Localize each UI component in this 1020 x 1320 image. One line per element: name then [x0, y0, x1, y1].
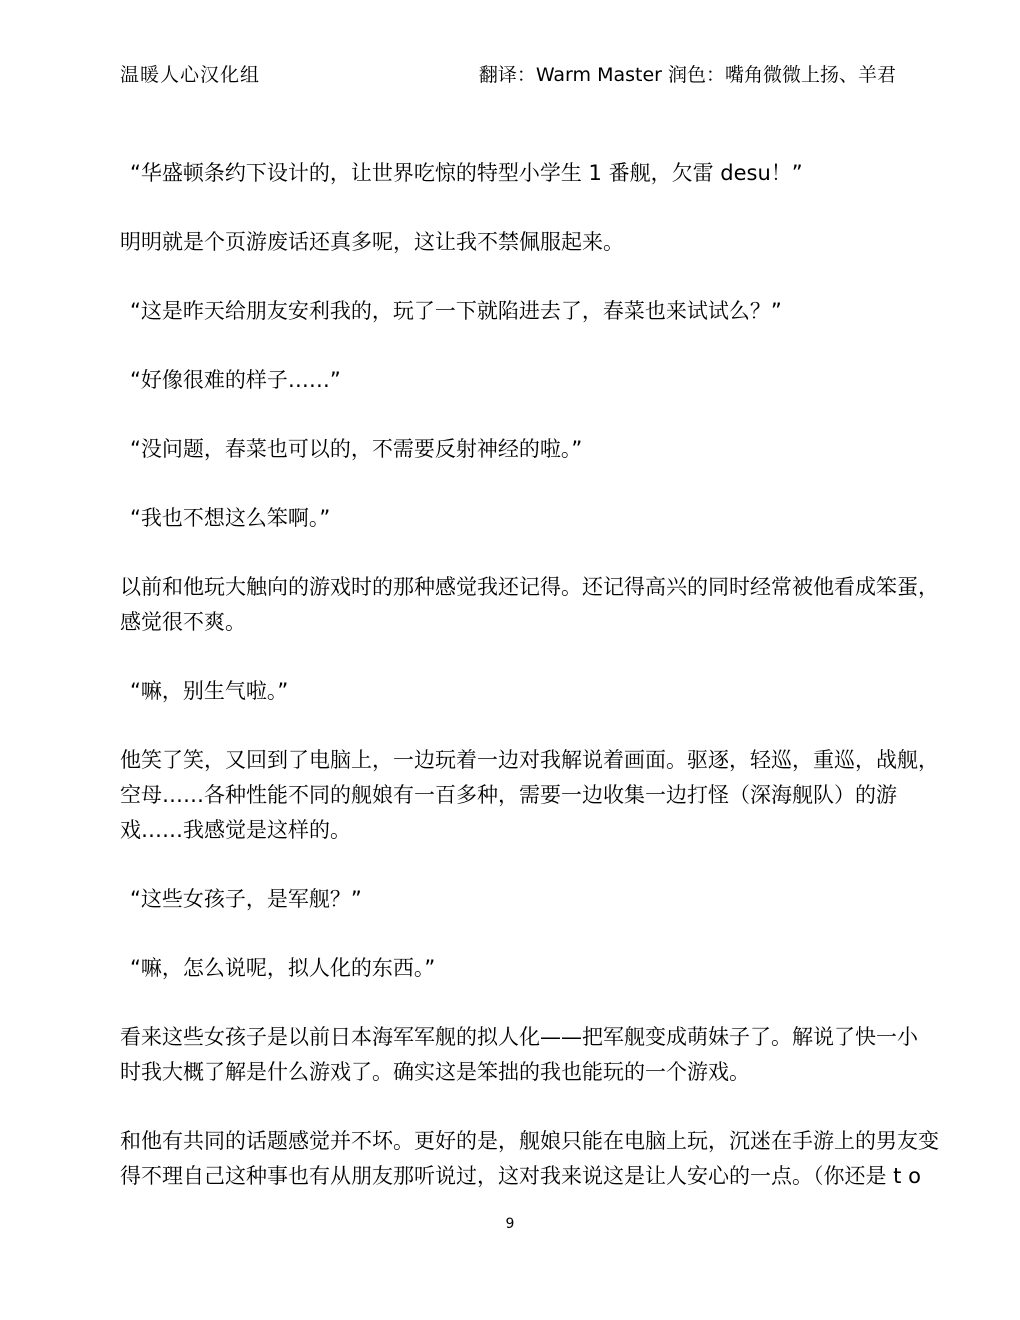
dialogue-paragraph: [120, 294, 910, 329]
paragraph-line: 以前和他玩大触向的游戏时的那种感觉我还记得。还记得高兴的同时经常被他看成笨蛋，: [120, 575, 939, 599]
paragraph-line: 他笑了笑，又回到了电脑上，一边玩着一边对我解说着画面。驱逐，轻巡，重巡，战舰，: [120, 748, 939, 772]
paragraph-line: “这是昨天给朋友安利我的，玩了一下就陷进去了，春菜也来试试么？”: [130, 299, 782, 323]
paragraph-line: “这些女孩子，是军舰？”: [130, 887, 362, 911]
dialogue-paragraph: [120, 156, 910, 191]
dialogue-paragraph: [120, 951, 910, 986]
paragraph-line: 看来这些女孩子是以前日本海军军舰的拟人化——把军舰变成萌妹子了。解说了快一小: [120, 1025, 918, 1049]
header-group-name: 温暖人心汉化组: [120, 64, 261, 86]
narration-paragraph: [120, 743, 939, 848]
narration-paragraph: [120, 570, 939, 640]
paragraph-line: 时我大概了解是什么游戏了。确实这是笨拙的我也能玩的一个游戏。: [120, 1060, 750, 1084]
paragraph-line: “我也不想这么笨啊。”: [130, 506, 331, 530]
paragraph-line: 得不理自己这种事也有从朋友那听说过，这对我来说这是让人安心的一点。（你还是 t o: [120, 1164, 921, 1188]
narration-paragraph: [120, 1124, 939, 1194]
paragraph-line: 戏……我感觉是这样的。: [120, 818, 351, 842]
narration-paragraph: [120, 225, 910, 260]
paragraph-line: “嘛，怎么说呢，拟人化的东西。”: [130, 956, 436, 980]
paragraph-line: “嘛，别生气啦。”: [130, 679, 289, 703]
dialogue-paragraph: [120, 432, 910, 467]
paragraph-line: 明明就是个页游废话还真多呢，这让我不禁佩服起来。: [120, 230, 624, 254]
header-credits: 翻译：Warm Master 润色：嘴角微微上扬、羊君: [478, 64, 896, 86]
paragraph-line: 空母……各种性能不同的舰娘有一百多种，需要一边收集一边打怪（深海舰队）的游: [120, 783, 897, 807]
dialogue-paragraph: [120, 882, 910, 917]
paragraph-line: “没问题，春菜也可以的，不需要反射神经的啦。”: [130, 437, 583, 461]
paragraph-line: 和他有共同的话题感觉并不坏。更好的是，舰娘只能在电脑上玩，沉迷在手游上的男友变: [120, 1129, 939, 1153]
dialogue-paragraph: [120, 674, 910, 709]
page-number: 9: [505, 1216, 515, 1232]
dialogue-paragraph: [120, 363, 910, 398]
dialogue-paragraph: [120, 501, 910, 536]
narration-paragraph: [120, 1020, 918, 1090]
paragraph-line: 感觉很不爽。: [120, 610, 246, 634]
body-text: [120, 156, 939, 1228]
paragraph-line: “好像很难的样子……”: [130, 368, 341, 392]
paragraph-line: “华盛顿条约下设计的，让世界吃惊的特型小学生 1 番舰，欠雷 desu！”: [130, 161, 803, 185]
